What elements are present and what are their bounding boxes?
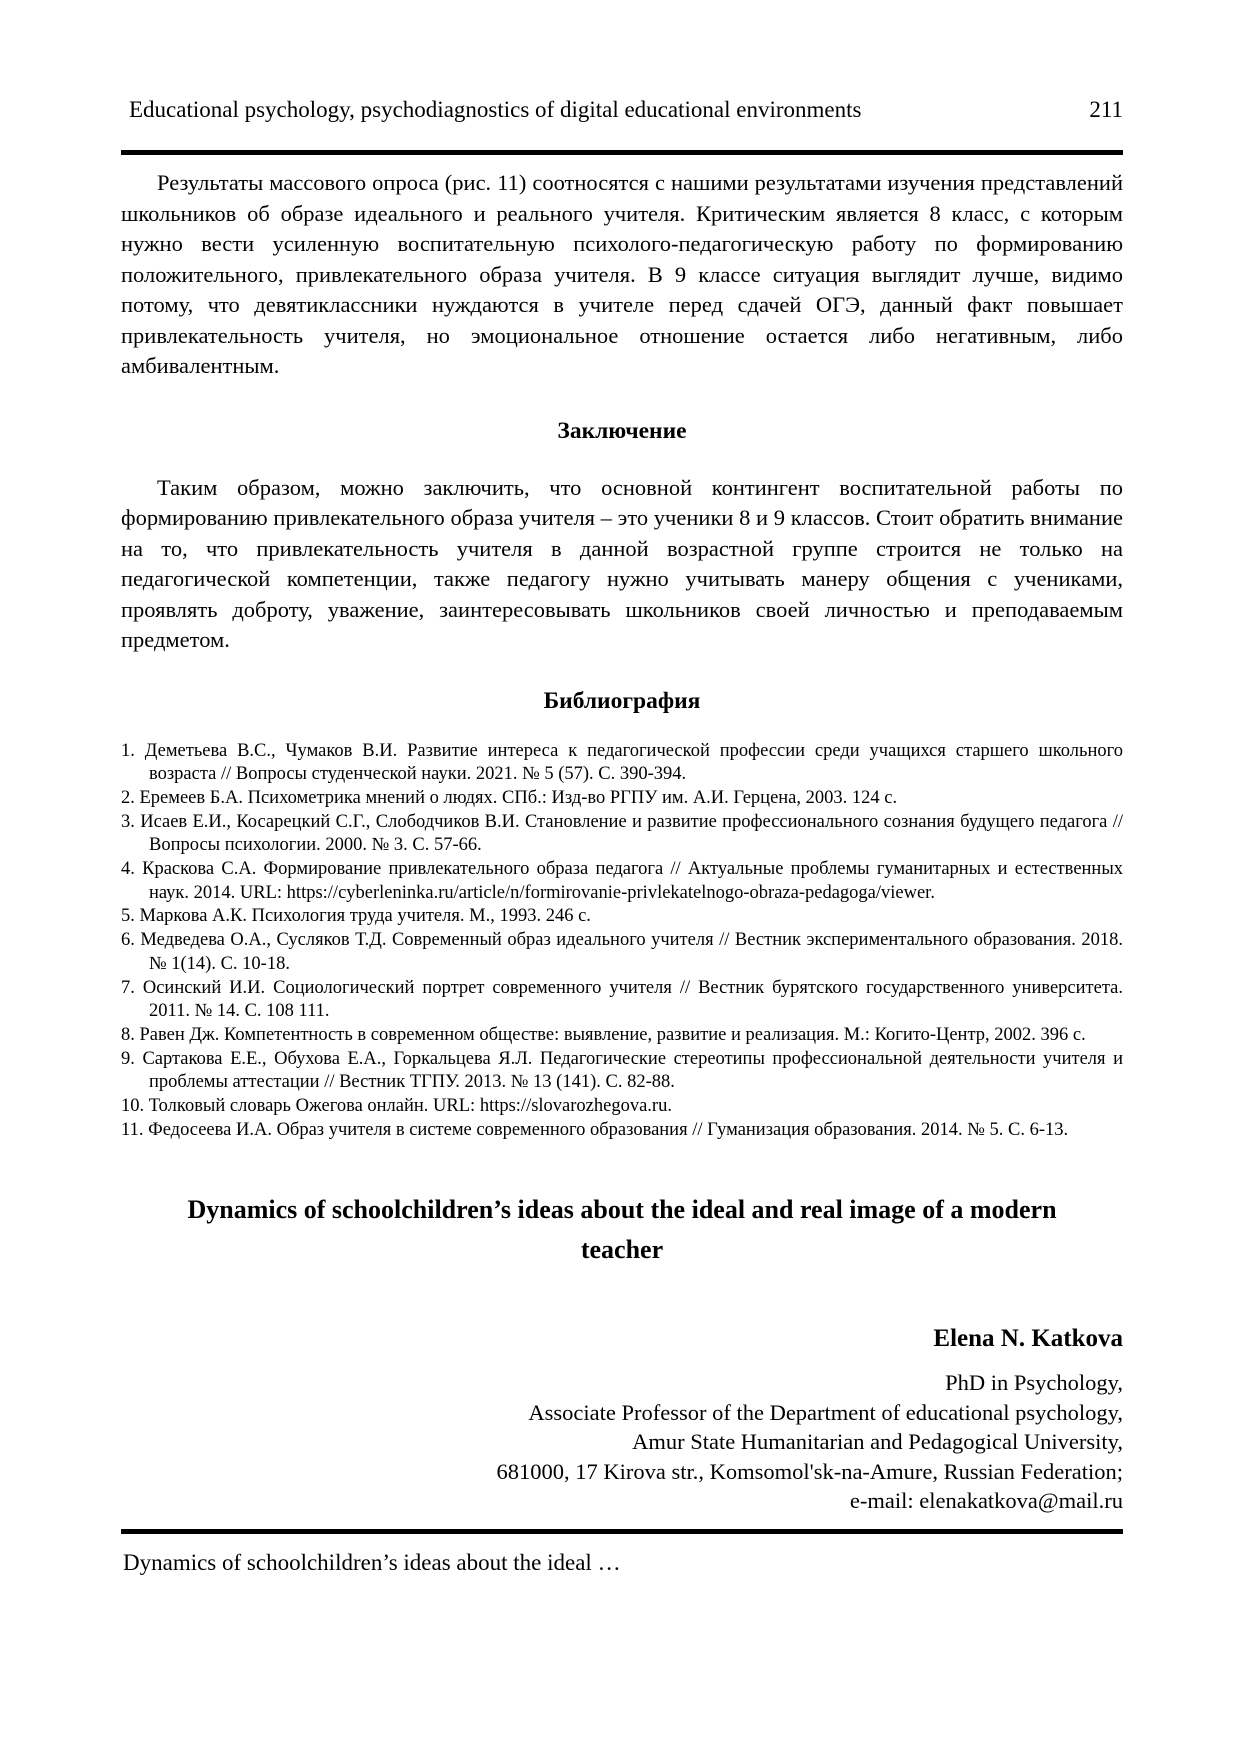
bibliography-entry — [121, 977, 1123, 1024]
entry-number: 4. — [121, 859, 135, 880]
entry-text: Медведева О.А., Сусляков Т.Д. Современный образ идеального учителя // Вестник экспериментального образования. 2018. № 1(14). С. 10-18. — [140, 930, 1123, 974]
entry-text: Сартакова Е.Е., Обухова Е.А., Горкальцева Я.Л. Педагогические стереотипы профессиональной деятельности учителя и проблемы аттестации // Вестник ТГПУ. 2013. № 13 (141). С. 82-88. — [142, 1048, 1124, 1093]
page-content — [121, 97, 1123, 1578]
entry-number: 7. — [121, 977, 135, 998]
entry-text: Деметьева В.С., Чумаков В.И. Развитие интереса к педагогической профессии среди учащихся старшего школьного возраста // Вопросы студенческой науки. 2021. № 5 (57). С. 390-394. — [144, 740, 1124, 785]
entry-text: Федосеева И.А. Образ учителя в системе современного образования // Гуманизация образования. 2014. № 5. С. 6-13. — [148, 1119, 1069, 1140]
entry-number: 9. — [121, 1048, 135, 1069]
entry-text: Еремеев Б.А. Психометрика мнений о людях. СПб.: Изд-во РГПУ им. А.И. Герцена, 2003. 124 с. — [139, 787, 898, 808]
bibliography-entry — [121, 1048, 1123, 1095]
affiliation-university: Amur State Humanitarian and Pedagogical University, — [632, 1429, 1123, 1455]
footer-running-title: Dynamics of schoolchildren’s ideas about the ideal … — [123, 1549, 621, 1575]
bibliography-entry — [121, 811, 1123, 858]
paragraph-conclusion: Таким образом, можно заключить, что основной контингент воспитательной работы по формированию привлекательного образа учителя – это ученики 8 и 9 классов. Стоит обратить внимание на то, что привлекательность учителя в данной возрастной группе строится не только на педагогической компетенции, также педагогу нужно учитывать манеру общения с учениками, проявлять доброту, уважение, заинтересовывать школьников своей личностью и преподаваемым предметом. — [121, 474, 1123, 652]
heading-bibliography: Библиография — [543, 687, 701, 714]
bibliography-list — [121, 740, 1123, 1143]
entry-number: 5. — [121, 906, 135, 927]
affiliation-position: Associate Professor of the Department of educational psychology, — [528, 1399, 1123, 1425]
bibliography-entry — [121, 858, 1123, 905]
bibliography-entry — [121, 740, 1123, 787]
entry-number: 10. — [121, 1096, 145, 1117]
bibliography-entry — [121, 1095, 1123, 1119]
running-header — [121, 97, 1123, 123]
header-rule — [121, 150, 1123, 155]
paragraph-survey-results: Результаты массового опроса (рис. 11) соотносятся с нашими результатами изучения представлений школьников об образе идеального и реального учителя. Критическим является 8 класс, с которым нужно вести усиленную воспитательную психолого-педагогическую работу по формированию положительного, привлекательного образа учителя. В 9 классе ситуация выглядит лучше, видимо потому, что девятиклассники нуждаются в учителе перед сдачей ОГЭ, данный факт повышает привлекательность учителя, но эмоциональное отношение остается либо негативным, либо амбивалентным. — [121, 170, 1123, 378]
entry-text: Равен Дж. Компетентность в современном обществе: выявление, развитие и реализация. М.: Когито-Центр, 2002. 396 с. — [139, 1024, 1086, 1045]
entry-text: Краскова С.А. Формирование привлекательного образа педагога // Актуальные проблемы гуманитарных и естественных наук. 2014. URL: https://cyberleninka.ru/article/n/formirovanie-privlekatelnogo-obraza-pedagoga/viewer. — [142, 859, 1124, 903]
entry-number: 2. — [121, 787, 135, 808]
entry-number: 1. — [121, 740, 135, 761]
entry-text: Толковый словарь Ожегова онлайн. URL: https://slovarozhegova.ru. — [148, 1096, 672, 1117]
entry-number: 8. — [121, 1024, 135, 1045]
bibliography-entry — [121, 929, 1123, 976]
page-number: 211 — [1089, 97, 1123, 122]
heading-conclusion: Заключение — [557, 417, 687, 444]
entry-number: 11. — [121, 1119, 144, 1140]
bibliography-entry — [121, 1119, 1123, 1143]
running-title: Educational psychology, psychodiagnostics of digital educational environments — [129, 97, 862, 122]
entry-text: Маркова А.К. Психология труда учителя. М., 1993. 246 с. — [139, 906, 591, 927]
affiliation-degree: PhD in Psychology, — [945, 1370, 1123, 1396]
author-affiliation — [121, 1368, 1123, 1516]
entry-number: 6. — [121, 930, 135, 951]
footer-rule — [121, 1529, 1123, 1534]
bibliography-entry — [121, 905, 1123, 929]
bibliography-entry — [121, 1024, 1123, 1048]
affiliation-email: e-mail: elenakatkova@mail.ru — [849, 1488, 1123, 1514]
bibliography-entry — [121, 787, 1123, 811]
entry-text: Исаев Е.И., Косарецкий С.Г., Слободчиков В.И. Становление и развитие профессионального сознания будущего педагога // Вопросы психологии. 2000. № 3. С. 57-66. — [140, 811, 1123, 856]
entry-number: 3. — [121, 811, 135, 832]
affiliation-address: 681000, 17 Kirova str., Komsomol'sk-na-Amure, Russian Federation; — [496, 1458, 1123, 1484]
entry-text: Осинский И.И. Социологический портрет современного учителя // Вестник бурятского государственного университета. 2011. № 14. С. 108 111. — [142, 977, 1123, 1022]
english-article-title: Dynamics of schoolchildren’s ideas about the ideal and real image of a modern teacher — [187, 1195, 1057, 1265]
author-name: Elena N. Katkova — [933, 1325, 1123, 1353]
